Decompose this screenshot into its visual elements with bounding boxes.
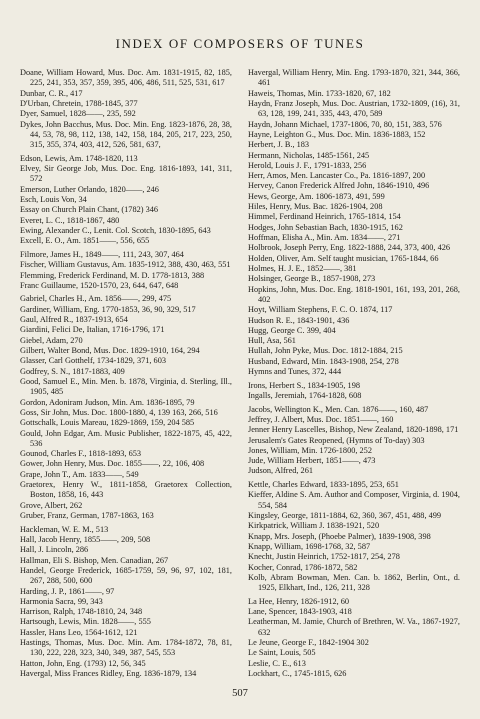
- index-entry: Herold, Louis J. F., 1791-1833, 256: [248, 160, 367, 170]
- index-entry: Holden, Oliver, Am. Self taught musician, 1765-1844, 66: [248, 253, 439, 263]
- index-entry: Elvey, Sir George Job, Mus. Doc. Eng. 1816-1893, 141, 311, 572: [20, 164, 232, 184]
- index-entry: Dyer, Samuel, 1828——, 235, 592: [20, 109, 136, 119]
- index-entry: Hullah, John Pyke, Mus. Doc. 1812-1884, 215: [248, 346, 403, 356]
- index-entry: Gould, John Edgar, Am. Music Publisher, 1822-1875, 45, 422, 536: [20, 428, 232, 448]
- index-entry: Jerusalem's Gates Reopened, (Hymns of To-day) 303: [248, 435, 425, 445]
- index-entry: Leslie, C. E., 613: [248, 658, 306, 668]
- index-entry: Lane, Spencer, 1843-1903, 418: [248, 607, 352, 617]
- index-entry: Hoyt, William Stephens, F. C. O. 1874, 117: [248, 305, 393, 315]
- index-column-left: [20, 68, 232, 679]
- index-entry: Gounod, Charles F., 1818-1893, 653: [20, 449, 142, 459]
- index-entry: Knapp, Mrs. Joseph, (Phoebe Palmer), 1839-1908, 398: [248, 531, 431, 541]
- index-entry: Hall, J. Lincoln, 286: [20, 545, 89, 555]
- index-entry: Hackleman, W. E. M., 513: [20, 524, 109, 534]
- index-entry: Everet, L. C., 1818-1867, 480: [20, 215, 120, 225]
- index-entry: Hervey, Canon Frederick Alfred John, 1846-1910, 496: [248, 181, 430, 191]
- index-entry: Hull, Asa, 561: [248, 336, 296, 346]
- index-entry: Gottschalk, Louis Mareau, 1829-1869, 159, 204 585: [20, 418, 195, 428]
- index-entry: Kolb, Abram Bowman, Men. Can. b. 1862, Berlin, Ont., d. 1925, Elkhart, Ind., 126, 211, 328: [248, 572, 460, 593]
- index-entry: Ewing, Alexander C., Lenit. Col. Scotch, 1830-1895, 643: [20, 225, 211, 235]
- index-entry: Hastings, Thomas, Mus. Doc. Min. Am. 1784-1872, 78, 81, 130, 222, 228, 323, 340, 349, 387, 545, 553: [20, 638, 232, 658]
- index-entry: Holbrook, Joseph Perry, Eng. 1822-1888, 244, 373, 400, 426: [248, 243, 451, 253]
- index-entry: Hudson R. E., 1843-1901, 436: [248, 315, 350, 325]
- index-entry: Fischer, William Gustavus, Am. 1835-1912, 388, 430, 463, 551: [20, 260, 231, 270]
- index-entry: Godfrey, S. N., 1817-1883, 409: [20, 366, 125, 376]
- index-entry: Hatton, John, Eng. (1793) 12, 56, 345: [20, 658, 146, 668]
- index-entry: Herr, Amos, Men. Lancaster Co., Pa. 1816-1897, 200: [248, 171, 426, 181]
- index-entry: Harding, J. P., 1861——, 97: [20, 586, 115, 596]
- index-entry: Hopkins, John, Mus. Doc. Eng. 1818-1901, 161, 193, 201, 268, 402: [248, 284, 460, 304]
- index-entry: Hermann, Nicholas, 1485-1561, 245: [248, 150, 370, 160]
- index-entry: Hugg, George C. 399, 404: [248, 325, 336, 335]
- index-entry: Kieffer, Aldine S. Am. Author and Composer, Virginia, d. 1904, 554, 584: [248, 490, 460, 510]
- index-entry: Goss, Sir John, Mus. Doc. 1800-1880, 4, 139 163, 266, 516: [20, 407, 218, 417]
- index-entry: Excell, E. O., Am. 1851——, 556, 655: [20, 236, 150, 246]
- index-columns: [20, 68, 460, 679]
- index-entry: Essay on Church Plain Chant, (1782) 346: [20, 205, 159, 215]
- index-entry: Franc Guillaume, 1520-1570, 23, 644, 647, 648: [20, 280, 179, 290]
- index-entry: Emerson, Luther Orlando, 1820——, 246: [20, 184, 159, 194]
- index-entry: Filmore, James H., 1849——, 111, 243, 307, 464: [20, 249, 184, 259]
- index-entry: Hallman, Eli S. Bishop, Men. Canadian, 267: [20, 555, 169, 565]
- index-entry: Gruber, Franz, German, 1787-1863, 163: [20, 511, 154, 521]
- index-entry: Glasser, Carl Gotthelf, 1734-1829, 371, 603: [20, 356, 166, 366]
- index-entry: Hayne, Leighton G., Mus. Doc. Min. 1836-1883, 152: [248, 129, 426, 139]
- index-entry: Le Jeune, George F., 1842-1904 302: [248, 638, 369, 648]
- index-column-right: [248, 68, 460, 679]
- index-entry: Graetorex, Henry W., 1811-1858, Graetorex Collection, Boston, 1858, 16, 443: [20, 480, 232, 500]
- page-title: INDEX OF COMPOSERS OF TUNES: [115, 36, 365, 51]
- index-entry: Le Saint, Louis, 505: [248, 648, 316, 658]
- index-entry: Havergal, Miss Frances Ridley, Eng. 1836-1879, 134: [20, 669, 197, 678]
- index-entry: Gaul, Alfred R., 1837-1913, 654: [20, 315, 128, 325]
- index-entry: Grove, Albert, 262: [20, 500, 83, 510]
- index-entry: Lockhart, C., 1745-1815, 626: [248, 669, 347, 678]
- page-number: 507: [232, 688, 248, 699]
- index-entry: Flemming, Frederick Ferdinand, M. D. 1778-1813, 388: [20, 270, 205, 280]
- index-entry: Haydn, Johann Michael, 1737-1806, 70, 80, 151, 383, 576: [248, 119, 442, 129]
- index-entry: Jacobs, Wellington K., Men. Can. 1876——, 160, 487: [248, 404, 429, 414]
- index-entry: Grape, John T., Am. 1833——, 549: [20, 469, 139, 479]
- index-entry: Gordon, Adoniram Judson, Min. Am. 1836-1895, 79: [20, 397, 195, 407]
- index-entry: Dunbar, C. R., 417: [20, 88, 83, 98]
- index-entry: Gardiner, William, Eng. 1770-1853, 36, 90, 329, 517: [20, 304, 196, 314]
- index-entry: Kettle, Charles Edward, 1833-1895, 253, 651: [248, 480, 399, 490]
- index-entry: Haweis, Thomas, Min. 1733-1820, 67, 182: [248, 88, 391, 98]
- index-entry: Giebel, Adam, 270: [20, 335, 83, 345]
- index-entry: Hodges, John Sebastian Bach, 1830-1915, 162: [248, 222, 403, 232]
- index-entry: Hews, George, Am. 1806-1873, 491, 599: [248, 191, 385, 201]
- index-entry: Jones, William, Min. 1726-1800, 252: [248, 445, 372, 455]
- index-entry: Hoffman, Elisha A., Min. Am. 1834——, 271: [248, 233, 401, 242]
- index-entry: Hiles, Henry, Mus. Bac. 1826-1904, 208: [248, 202, 383, 212]
- index-entry: Kocher, Conrad, 1786-1872, 582: [248, 562, 358, 572]
- index-entry: Gilbert, Walter Bond, Mus. Doc. 1829-1910, 164, 294: [20, 346, 200, 356]
- index-entry: Judson, Alfred, 261: [248, 466, 313, 476]
- index-entry: Hassler, Hans Leo, 1564-1612, 121: [20, 627, 138, 637]
- index-entry: Havergal, William Henry, Min. Eng. 1793-1870, 321, 344, 366, 461: [248, 68, 460, 88]
- index-entry: Hall, Jacob Henry, 1855——, 209, 508: [20, 534, 151, 544]
- index-entry: Good, Samuel E., Min. Men. b. 1878, Virginia, d. Sterling, Ill., 1905, 485: [20, 376, 232, 397]
- index-entry: Husband, Edward, Min. 1843-1908, 254, 278: [248, 356, 399, 366]
- index-entry: Herbert, J. B., 183: [248, 140, 310, 150]
- index-entry: Irons, Herbert S., 1834-1905, 198: [248, 380, 360, 390]
- index-entry: Giardini, Felici De, Italian, 1716-1796, 171: [20, 325, 165, 335]
- index-entry: Knecht, Justin Heinrich, 1752-1817, 254, 278: [248, 552, 400, 562]
- index-entry: Kirkpatrick, William J. 1838-1921, 520: [248, 521, 380, 531]
- index-entry: Himmel, Ferdinand Heinrich, 1765-1814, 154: [248, 212, 401, 222]
- index-entry: Hymns and Tunes, 372, 444: [248, 367, 342, 377]
- index-entry: Harmonia Sacra, 99, 343: [20, 596, 103, 606]
- index-entry: Holsinger, George B., 1857-1908, 273: [248, 274, 376, 284]
- index-entry: La Hee, Henry, 1826-1912, 60: [248, 596, 350, 606]
- index-entry: Knapp, William, 1698-1768, 32, 587: [248, 541, 371, 551]
- index-entry: D'Urban, Chretein, 1788-1845, 377: [20, 98, 138, 108]
- index-entry: Haydn, Franz Joseph, Mus. Doc. Austrian, 1732-1809, (16), 31, 63, 128, 199, 241, 335, 443, 470, 589: [248, 98, 460, 119]
- index-entry: Ingalls, Jeremiah, 1764-1828, 608: [248, 390, 362, 400]
- index-entry: Leatherman, M. Jamie, Church of Brethren, W. Va., 1867-1927, 632: [248, 617, 460, 637]
- index-entry: Dykes, John Bacchus, Mus. Doc. Min. Eng. 1823-1876, 28, 38, 44, 53, 78, 98, 112, 138, 142, 158, 184, 205, 217, 223, 250, 315, 355, 374, 403, 412, 526, 581, 637,: [20, 119, 232, 150]
- index-entry: Handel, George Frederick, 1685-1759, 59, 96, 97, 102, 181, 267, 288, 500, 600: [20, 565, 232, 586]
- index-entry: Esch, Louis Von, 34: [20, 195, 87, 205]
- index-entry: Hartsough, Lewis, Min. 1828——, 555: [20, 617, 151, 627]
- index-entry: Jenner Henry Lascelles, Bishop, New Zealand, 1820-1898, 171: [248, 425, 459, 435]
- index-entry: Harrison, Ralph, 1748-1810, 24, 348: [20, 607, 143, 617]
- index-entry: Gabriel, Charles H., Am. 1856——, 299, 475: [20, 294, 172, 304]
- index-entry: Doane, William Howard, Mus. Doc. Am. 1831-1915, 82, 185, 225, 241, 353, 357, 359, 395, 406, 486, 511, 525, 531, 617: [20, 68, 232, 88]
- index-entry: Holmes, H. J. E., 1852——, 381: [248, 263, 357, 273]
- index-entry: Kingsley, George, 1811-1884, 62, 360, 367, 451, 488, 499: [248, 511, 442, 521]
- index-entry: Jeffrey, J. Albert, Mus. Doc. 1851——, 160: [248, 414, 394, 424]
- index-entry: Edson, Lewis, Am. 1748-1820, 113: [20, 153, 138, 163]
- index-entry: Jude, William Herbert, 1851——, 473: [248, 456, 376, 466]
- index-entry: Gower, John Henry, Mus. Doc. 1855——, 22, 106, 408: [20, 459, 205, 469]
